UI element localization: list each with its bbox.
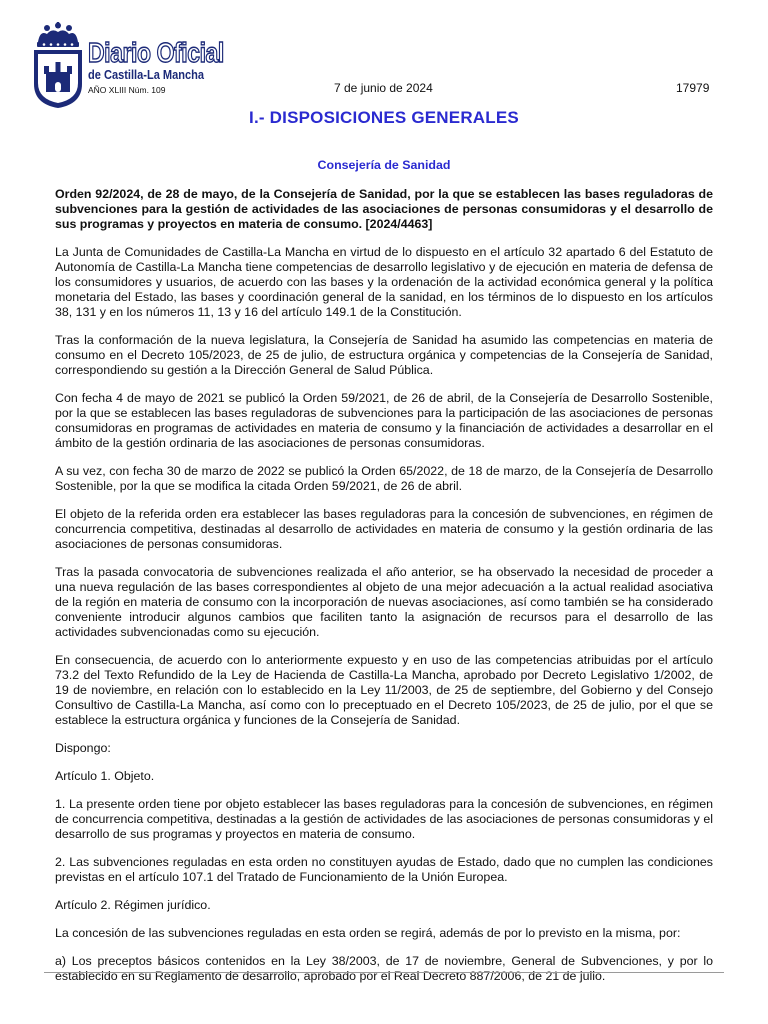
paragraph: Tras la pasada convocatoria de subvenciones realizada el año anterior, se ha observado la necesidad de proceder a una nueva regulación de las bases correspondientes al objeto de una mejor adecuación a la actual realidad asociativa de la región en materia de consumo con la incorporación de nuevas asociaciones, así como también se ha considerado conveniente introducir algunos cambios que faciliten tanto la asignación de recursos para el desarrollo de las actividades subvencionadas como su ejecución. — [55, 565, 713, 639]
publication-date: 7 de junio de 2024 — [334, 81, 433, 95]
issue-number: AÑO XLIII Núm. 109 — [88, 85, 166, 95]
castilla-la-mancha-crest-icon — [30, 22, 86, 108]
page-number: 17979 — [676, 81, 710, 95]
paragraph: Dispongo: — [55, 741, 111, 755]
paragraph: A su vez, con fecha 30 de marzo de 2022 se publicó la Orden 65/2022, de 18 de marzo, de la Consejería de Desarrollo Sostenible, por la que se modifica la citada Orden 59/2021, de 26 de abril. — [55, 464, 713, 493]
paragraph: En consecuencia, de acuerdo con lo anteriormente expuesto y en uso de las competencias atribuidas por el artículo 73.2 del Texto Refundido de la Ley de Hacienda de Castilla-La Mancha, aprobado por Decreto Legislativo 1/2002, de 19 de noviembre, en relación con lo establecido en la Ley 11/2003, de 25 de septiembre, del Gobierno y del Consejo Consultivo de Castilla-La Mancha, así como con lo preceptuado en el Decreto 105/2023, de 25 de julio, por el que se establece la estructura orgánica y funciones de la Consejería de Sanidad. — [55, 653, 713, 727]
section-title: I.- DISPOSICIONES GENERALES — [249, 108, 519, 127]
paragraph: 1. La presente orden tiene por objeto establecer las bases reguladoras para la concesión de subvenciones, en régimen de concurrencia competitiva, destinadas a la gestión de actividades de las asociaciones de personas consumidoras y el desarrollo de sus programas y proyectos en materia de consumo. — [55, 797, 713, 841]
paragraph: Tras la conformación de la nueva legislatura, la Consejería de Sanidad ha asumido las competencias en materia de consumo en el Decreto 105/2023, de 25 de julio, de estructura orgánica y competencias de la Consejería de Sanidad, correspondiendo su gestión a la Dirección General de Salud Pública. — [55, 333, 713, 377]
footer-divider — [44, 972, 724, 973]
paragraph: a) Los preceptos básicos contenidos en la Ley 38/2003, de 17 de noviembre, General de Subvenciones, y por lo establecido en su Reglamento de desarrollo, aprobado por el Real Decreto 887/2006, de 21 de julio. — [55, 954, 713, 983]
article-heading: Artículo 2. Régimen jurídico. — [55, 898, 211, 912]
paragraph: Con fecha 4 de mayo de 2021 se publicó la Orden 59/2021, de 26 de abril, de la Consejería de Desarrollo Sostenible, por la que se establecen las bases reguladoras de subvenciones para la participación de las asociaciones de personas consumidoras en programas de actividades en materia de consumo y la financiación de actividades a desarrollar en el ámbito de la gestión ordinaria de las asociaciones de personas consumidoras. — [55, 391, 713, 450]
logo-title: Diario Oficial — [88, 37, 224, 68]
paragraph: 2. Las subvenciones reguladas en esta orden no constituyen ayudas de Estado, dado que no cumplen las condiciones previstas en el artículo 107.1 del Tratado de Funcionamiento de la Unión Europea. — [55, 855, 713, 884]
paragraph: La Junta de Comunidades de Castilla-La Mancha en virtud de lo dispuesto en el artículo 32 apartado 6 del Estatuto de Autonomía de Castilla-La Mancha tiene competencias de desarrollo legislativo y de ejecución en materia de defensa de los consumidores y usuarios, de acuerdo con las bases y la ordenación de la actividad económica general y la política monetaria del Estado, las bases y coordinación general de la sanidad, en los términos de lo dispuesto en los artículos 38, 131 y en los números 11, 13 y 16 del artículo 149.1 de la Constitución. — [55, 245, 713, 319]
article-heading: Artículo 1. Objeto. — [55, 769, 155, 783]
paragraph: El objeto de la referida orden era establecer las bases reguladoras para la concesión de subvenciones, en régimen de concurrencia competitiva, destinadas al desarrollo de actividades en materia de consumo y la gestión ordinaria de las asociaciones de personas consumidoras. — [55, 507, 713, 551]
order-title: Orden 92/2024, de 28 de mayo, de la Consejería de Sanidad, por la que se establecen las bases reguladoras de subvenciones para la gestión de actividades de las asociaciones de personas consumidoras y el desarrollo de sus programas y proyectos en materia de consumo. [2024/4463] — [55, 187, 713, 231]
page-header — [0, 0, 768, 110]
logo-subtitle: de Castilla-La Mancha — [88, 67, 205, 82]
document-body — [55, 158, 713, 997]
paragraph: La concesión de las subvenciones reguladas en esta orden se regirá, además de por lo previsto en la misma, por: — [55, 926, 681, 940]
department-heading: Consejería de Sanidad — [317, 158, 451, 172]
